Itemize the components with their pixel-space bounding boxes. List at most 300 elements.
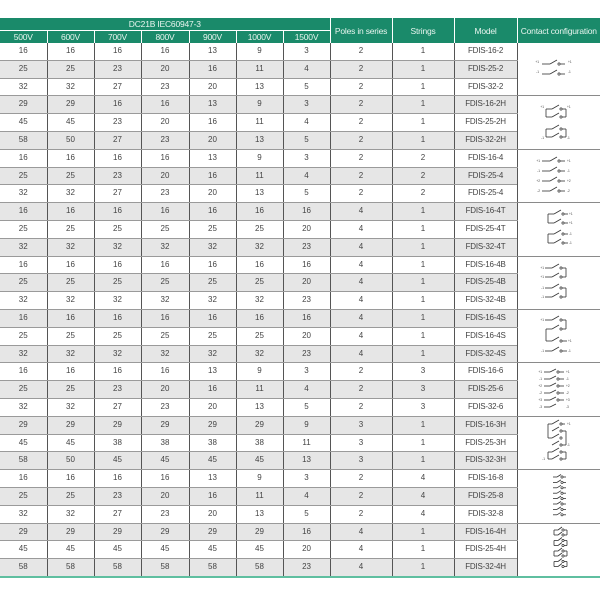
- contact-configuration-cell: [517, 416, 600, 469]
- strings-cell: 1: [392, 114, 454, 132]
- current-rating-cell: 45: [236, 452, 283, 470]
- current-rating-cell: 32: [141, 345, 189, 363]
- current-rating-cell: 5: [283, 505, 330, 523]
- table-row: [0, 96, 600, 114]
- current-rating-cell: 16: [141, 149, 189, 167]
- poles-in-series-header: Poles in series: [330, 18, 392, 43]
- current-rating-cell: 11: [236, 60, 283, 78]
- current-rating-cell: 25: [141, 327, 189, 345]
- current-rating-cell: 16: [189, 309, 236, 327]
- model-cell: FDIS-16-2H: [454, 96, 517, 114]
- current-rating-cell: 29: [189, 523, 236, 541]
- model-cell: FDIS-16-8: [454, 470, 517, 488]
- terminal-label: +1: [566, 104, 571, 109]
- model-cell: FDIS-25-4H: [454, 541, 517, 559]
- current-rating-cell: 16: [94, 470, 141, 488]
- current-rating-cell: 25: [47, 274, 94, 292]
- model-cell: FDIS-25-2H: [454, 114, 517, 132]
- strings-cell: 1: [392, 43, 454, 60]
- table-row: [0, 292, 600, 310]
- current-rating-cell: 16: [283, 309, 330, 327]
- terminal-label: +3: [538, 397, 542, 402]
- terminal-label: -2: [566, 188, 570, 193]
- current-rating-cell: 5: [283, 185, 330, 203]
- current-rating-cell: 25: [236, 274, 283, 292]
- table-row: [0, 398, 600, 416]
- current-rating-cell: 13: [283, 452, 330, 470]
- current-rating-cell: 32: [94, 345, 141, 363]
- four-pole-t-switch-diagram-icon: [524, 205, 594, 253]
- strings-cell: 1: [392, 203, 454, 221]
- current-rating-cell: 58: [189, 559, 236, 577]
- current-rating-cell: 29: [0, 416, 47, 434]
- current-rating-cell: 58: [0, 452, 47, 470]
- current-rating-cell: 38: [94, 434, 141, 452]
- current-rating-cell: 25: [141, 274, 189, 292]
- voltage-header: 1500V: [283, 31, 330, 44]
- current-rating-cell: 13: [189, 43, 236, 60]
- strings-cell: 1: [392, 327, 454, 345]
- current-rating-cell: 3: [283, 363, 330, 381]
- current-rating-cell: 58: [47, 559, 94, 577]
- current-rating-cell: 23: [141, 185, 189, 203]
- poles-in-series-cell: 2: [330, 131, 392, 149]
- current-rating-cell: 25: [189, 220, 236, 238]
- terminal-label: -1: [535, 70, 539, 75]
- model-cell: FDIS-25-4: [454, 185, 517, 203]
- terminal-label: +1: [566, 421, 571, 426]
- current-rating-cell: 32: [189, 238, 236, 256]
- current-rating-cell: 20: [141, 381, 189, 399]
- current-rating-cell: 32: [47, 505, 94, 523]
- terminal-label: +1: [567, 60, 572, 65]
- model-cell: FDIS-16-4: [454, 149, 517, 167]
- current-rating-cell: 3: [283, 96, 330, 114]
- three-h-switch-diagram-icon: [524, 419, 594, 467]
- current-rating-cell: 32: [47, 292, 94, 310]
- current-rating-cell: 20: [189, 131, 236, 149]
- poles-in-series-cell: 3: [330, 416, 392, 434]
- poles-in-series-cell: 4: [330, 541, 392, 559]
- current-rating-cell: 32: [94, 238, 141, 256]
- table-row: [0, 541, 600, 559]
- current-rating-cell: 23: [141, 398, 189, 416]
- strings-cell: 4: [392, 505, 454, 523]
- current-rating-cell: 38: [189, 434, 236, 452]
- model-cell: FDIS-25-4T: [454, 220, 517, 238]
- current-rating-cell: 16: [141, 309, 189, 327]
- current-rating-cell: 32: [189, 345, 236, 363]
- terminal-label: -1: [568, 232, 572, 237]
- terminal-label: -1: [568, 241, 572, 246]
- table-row: [0, 327, 600, 345]
- table-row: [0, 60, 600, 78]
- four-pole-b-switch-diagram-icon: [524, 259, 594, 307]
- terminal-label: +1: [536, 158, 540, 163]
- poles-in-series-cell: 2: [330, 96, 392, 114]
- current-rating-cell: 25: [47, 60, 94, 78]
- poles-in-series-cell: 4: [330, 203, 392, 221]
- current-rating-cell: 29: [47, 523, 94, 541]
- current-rating-cell: 5: [283, 398, 330, 416]
- four-pole-s-switch-diagram-icon: [524, 312, 594, 360]
- current-rating-cell: 16: [0, 149, 47, 167]
- current-rating-cell: 16: [189, 487, 236, 505]
- current-rating-cell: 29: [236, 416, 283, 434]
- current-rating-cell: 27: [94, 505, 141, 523]
- current-rating-cell: 32: [236, 238, 283, 256]
- current-rating-cell: 27: [94, 398, 141, 416]
- strings-cell: 1: [392, 292, 454, 310]
- contact-configuration-header: Contact configuration: [517, 18, 600, 43]
- current-rating-cell: 23: [94, 487, 141, 505]
- current-rating-cell: 25: [236, 220, 283, 238]
- poles-in-series-cell: 4: [330, 523, 392, 541]
- current-rating-cell: 29: [0, 523, 47, 541]
- current-rating-cell: 20: [189, 185, 236, 203]
- current-rating-cell: 4: [283, 381, 330, 399]
- contact-configuration-cell: [517, 149, 600, 202]
- contact-configuration-cell: [517, 470, 600, 523]
- current-rating-cell: 32: [0, 505, 47, 523]
- strings-cell: 1: [392, 345, 454, 363]
- strings-cell: 1: [392, 416, 454, 434]
- current-rating-cell: 20: [283, 327, 330, 345]
- current-rating-cell: 38: [141, 434, 189, 452]
- current-rating-cell: 45: [47, 434, 94, 452]
- current-rating-cell: 20: [141, 167, 189, 185]
- current-rating-cell: 16: [0, 309, 47, 327]
- current-rating-cell: 9: [236, 363, 283, 381]
- terminal-label: +1: [540, 104, 544, 109]
- poles-in-series-cell: 3: [330, 452, 392, 470]
- current-rating-cell: 25: [94, 327, 141, 345]
- poles-in-series-cell: 4: [330, 345, 392, 363]
- current-rating-cell: 32: [0, 398, 47, 416]
- terminal-label: -2: [538, 390, 542, 395]
- current-rating-cell: 25: [47, 167, 94, 185]
- current-rating-cell: 16: [189, 381, 236, 399]
- current-rating-cell: 13: [236, 185, 283, 203]
- current-rating-cell: 4: [283, 60, 330, 78]
- current-rating-cell: 11: [283, 434, 330, 452]
- current-rating-cell: 20: [189, 78, 236, 96]
- model-cell: FDIS-25-4B: [454, 274, 517, 292]
- current-rating-cell: 5: [283, 131, 330, 149]
- contact-configuration-cell: [517, 96, 600, 149]
- voltage-header: 500V: [0, 31, 47, 44]
- table-body: [0, 43, 600, 576]
- table-row: [0, 131, 600, 149]
- current-rating-cell: 27: [94, 78, 141, 96]
- current-rating-cell: 20: [141, 114, 189, 132]
- poles-in-series-cell: 2: [330, 381, 392, 399]
- poles-in-series-cell: 2: [330, 470, 392, 488]
- current-rating-cell: 29: [236, 523, 283, 541]
- current-rating-cell: 16: [94, 256, 141, 274]
- model-cell: FDIS-16-4H: [454, 523, 517, 541]
- current-rating-cell: 23: [283, 345, 330, 363]
- table-row: [0, 345, 600, 363]
- current-rating-cell: 25: [236, 327, 283, 345]
- current-rating-cell: 29: [94, 523, 141, 541]
- model-cell: FDIS-32-4T: [454, 238, 517, 256]
- model-cell: FDIS-25-6: [454, 381, 517, 399]
- poles-in-series-cell: 4: [330, 327, 392, 345]
- table-row: [0, 203, 600, 221]
- poles-in-series-cell: 2: [330, 487, 392, 505]
- current-rating-cell: 25: [47, 327, 94, 345]
- terminal-label: +2: [566, 178, 571, 183]
- current-rating-cell: 32: [0, 345, 47, 363]
- current-rating-cell: 9: [236, 149, 283, 167]
- strings-cell: 1: [392, 434, 454, 452]
- current-rating-cell: 32: [47, 78, 94, 96]
- current-rating-cell: 29: [189, 416, 236, 434]
- current-rating-cell: 23: [283, 559, 330, 577]
- terminal-label: -3: [538, 404, 542, 409]
- current-rating-cell: 45: [94, 452, 141, 470]
- model-cell: FDIS-25-3H: [454, 434, 517, 452]
- terminal-label: +1: [540, 265, 544, 270]
- current-rating-cell: 32: [0, 78, 47, 96]
- strings-cell: 1: [392, 309, 454, 327]
- terminal-label: -2: [536, 188, 540, 193]
- current-rating-cell: 20: [141, 60, 189, 78]
- current-rating-cell: 25: [47, 381, 94, 399]
- table-bottom-rule: [0, 576, 600, 578]
- current-rating-cell: 29: [47, 96, 94, 114]
- current-rating-cell: 45: [189, 541, 236, 559]
- current-rating-cell: 50: [47, 452, 94, 470]
- current-rating-cell: 16: [189, 167, 236, 185]
- current-rating-cell: 20: [189, 505, 236, 523]
- poles-in-series-cell: 4: [330, 292, 392, 310]
- current-rating-cell: 23: [94, 60, 141, 78]
- table-row: [0, 470, 600, 488]
- terminal-label: -1: [566, 168, 570, 173]
- voltage-header: 800V: [141, 31, 189, 44]
- group-title: DC21B IEC60947-3: [0, 18, 330, 31]
- table-row: [0, 43, 600, 60]
- current-rating-cell: 23: [94, 381, 141, 399]
- current-rating-cell: 45: [0, 541, 47, 559]
- poles-in-series-cell: 2: [330, 43, 392, 60]
- poles-in-series-cell: 4: [330, 559, 392, 577]
- strings-cell: 1: [392, 220, 454, 238]
- current-rating-cell: 25: [0, 274, 47, 292]
- strings-cell: 1: [392, 238, 454, 256]
- current-rating-cell: 3: [283, 43, 330, 60]
- poles-in-series-cell: 4: [330, 220, 392, 238]
- four-h-switch-diagram-icon: [524, 526, 594, 574]
- eight-pole-switch-diagram-icon: [524, 472, 594, 520]
- current-rating-cell: 4: [283, 114, 330, 132]
- current-rating-cell: 23: [141, 505, 189, 523]
- current-rating-cell: 20: [189, 398, 236, 416]
- terminal-label: -1: [540, 349, 544, 354]
- current-rating-cell: 16: [0, 256, 47, 274]
- current-rating-cell: 58: [0, 131, 47, 149]
- table-row: [0, 220, 600, 238]
- current-rating-cell: 4: [283, 167, 330, 185]
- poles-in-series-cell: 2: [330, 363, 392, 381]
- table-row: [0, 149, 600, 167]
- strings-cell: 2: [392, 149, 454, 167]
- voltage-header: 600V: [47, 31, 94, 44]
- current-rating-cell: 20: [283, 541, 330, 559]
- current-rating-cell: 13: [189, 149, 236, 167]
- strings-cell: 1: [392, 274, 454, 292]
- current-rating-cell: 45: [236, 541, 283, 559]
- strings-cell: 1: [392, 559, 454, 577]
- strings-cell: 3: [392, 363, 454, 381]
- contact-configuration-cell: [517, 43, 600, 96]
- strings-cell: 1: [392, 523, 454, 541]
- terminal-label: +1: [540, 274, 544, 279]
- terminal-label: -1: [540, 135, 544, 140]
- model-cell: FDIS-16-4S: [454, 327, 517, 345]
- current-rating-cell: 25: [94, 220, 141, 238]
- strings-cell: 1: [392, 452, 454, 470]
- current-rating-cell: 58: [94, 559, 141, 577]
- current-rating-cell: 16: [236, 203, 283, 221]
- rating-table: [0, 18, 600, 577]
- terminal-label: -1: [536, 168, 540, 173]
- current-rating-cell: 25: [0, 327, 47, 345]
- model-cell: FDIS-32-6: [454, 398, 517, 416]
- voltage-header: 1000V: [236, 31, 283, 44]
- current-rating-cell: 45: [94, 541, 141, 559]
- current-rating-cell: 23: [283, 292, 330, 310]
- strings-cell: 1: [392, 78, 454, 96]
- model-cell: FDIS-32-4B: [454, 292, 517, 310]
- current-rating-cell: 32: [141, 238, 189, 256]
- current-rating-cell: 16: [47, 203, 94, 221]
- voltage-header: 700V: [94, 31, 141, 44]
- current-rating-cell: 16: [47, 256, 94, 274]
- current-rating-cell: 16: [189, 60, 236, 78]
- model-cell: FDIS-32-2: [454, 78, 517, 96]
- strings-cell: 4: [392, 487, 454, 505]
- terminal-label: +1: [538, 369, 542, 374]
- current-rating-cell: 27: [94, 131, 141, 149]
- current-rating-cell: 13: [189, 96, 236, 114]
- table-row: [0, 185, 600, 203]
- terminal-label: +1: [568, 221, 573, 226]
- current-rating-cell: 32: [47, 345, 94, 363]
- current-rating-cell: 16: [283, 203, 330, 221]
- current-rating-cell: 16: [283, 523, 330, 541]
- current-rating-cell: 25: [0, 60, 47, 78]
- current-rating-cell: 29: [0, 96, 47, 114]
- current-rating-cell: 16: [94, 363, 141, 381]
- current-rating-cell: 11: [236, 487, 283, 505]
- current-rating-cell: 16: [141, 256, 189, 274]
- contact-configuration-cell: [517, 203, 600, 256]
- table-row: [0, 505, 600, 523]
- terminal-label: +1: [565, 369, 570, 374]
- current-rating-cell: 16: [47, 149, 94, 167]
- terminal-label: +1: [566, 158, 571, 163]
- table-row: [0, 256, 600, 274]
- table-row: [0, 114, 600, 132]
- terminal-label: -1: [566, 135, 570, 140]
- strings-cell: 4: [392, 470, 454, 488]
- poles-in-series-cell: 2: [330, 78, 392, 96]
- model-cell: FDIS-32-4S: [454, 345, 517, 363]
- current-rating-cell: 32: [47, 185, 94, 203]
- terminal-label: -2: [565, 390, 569, 395]
- current-rating-cell: 11: [236, 381, 283, 399]
- current-rating-cell: 16: [189, 203, 236, 221]
- contact-configuration-cell: [517, 363, 600, 416]
- current-rating-cell: 25: [189, 327, 236, 345]
- terminal-label: +1: [535, 60, 539, 65]
- current-rating-cell: 25: [141, 220, 189, 238]
- table-row: [0, 274, 600, 292]
- current-rating-cell: 3: [283, 470, 330, 488]
- terminal-label: -1: [567, 70, 571, 75]
- current-rating-cell: 29: [141, 416, 189, 434]
- current-rating-cell: 16: [47, 363, 94, 381]
- poles-in-series-cell: 2: [330, 185, 392, 203]
- two-pole-switch-diagram-icon: [524, 45, 594, 93]
- two-pole-h-switch-diagram-icon: [524, 99, 594, 147]
- current-rating-cell: 13: [236, 131, 283, 149]
- poles-in-series-cell: 2: [330, 167, 392, 185]
- current-rating-cell: 16: [283, 256, 330, 274]
- current-rating-cell: 11: [236, 114, 283, 132]
- terminal-label: -1: [565, 376, 569, 381]
- rating-table-container: [0, 18, 600, 577]
- current-rating-cell: 32: [189, 292, 236, 310]
- model-cell: FDIS-32-2H: [454, 131, 517, 149]
- table-row: [0, 452, 600, 470]
- table-row: [0, 523, 600, 541]
- current-rating-cell: 58: [236, 559, 283, 577]
- current-rating-cell: 32: [47, 238, 94, 256]
- current-rating-cell: 16: [236, 309, 283, 327]
- current-rating-cell: 16: [189, 114, 236, 132]
- current-rating-cell: 16: [47, 309, 94, 327]
- current-rating-cell: 16: [47, 470, 94, 488]
- poles-in-series-cell: 4: [330, 238, 392, 256]
- current-rating-cell: 13: [236, 505, 283, 523]
- model-cell: FDIS-16-4S: [454, 309, 517, 327]
- current-rating-cell: 13: [189, 470, 236, 488]
- table-row: [0, 363, 600, 381]
- header-row-group: [0, 18, 600, 31]
- current-rating-cell: 16: [94, 149, 141, 167]
- current-rating-cell: 4: [283, 487, 330, 505]
- model-cell: FDIS-32-8: [454, 505, 517, 523]
- contact-configuration-cell: [517, 309, 600, 362]
- current-rating-cell: 9: [236, 43, 283, 60]
- current-rating-cell: 16: [94, 203, 141, 221]
- current-rating-cell: 25: [0, 220, 47, 238]
- terminal-label: +1: [567, 339, 572, 344]
- current-rating-cell: 25: [47, 487, 94, 505]
- current-rating-cell: 16: [236, 256, 283, 274]
- terminal-label: -1: [540, 294, 544, 299]
- current-rating-cell: 32: [236, 345, 283, 363]
- poles-in-series-cell: 4: [330, 274, 392, 292]
- table-row: [0, 559, 600, 577]
- terminal-label: +1: [540, 318, 544, 323]
- current-rating-cell: 16: [94, 96, 141, 114]
- strings-cell: 1: [392, 256, 454, 274]
